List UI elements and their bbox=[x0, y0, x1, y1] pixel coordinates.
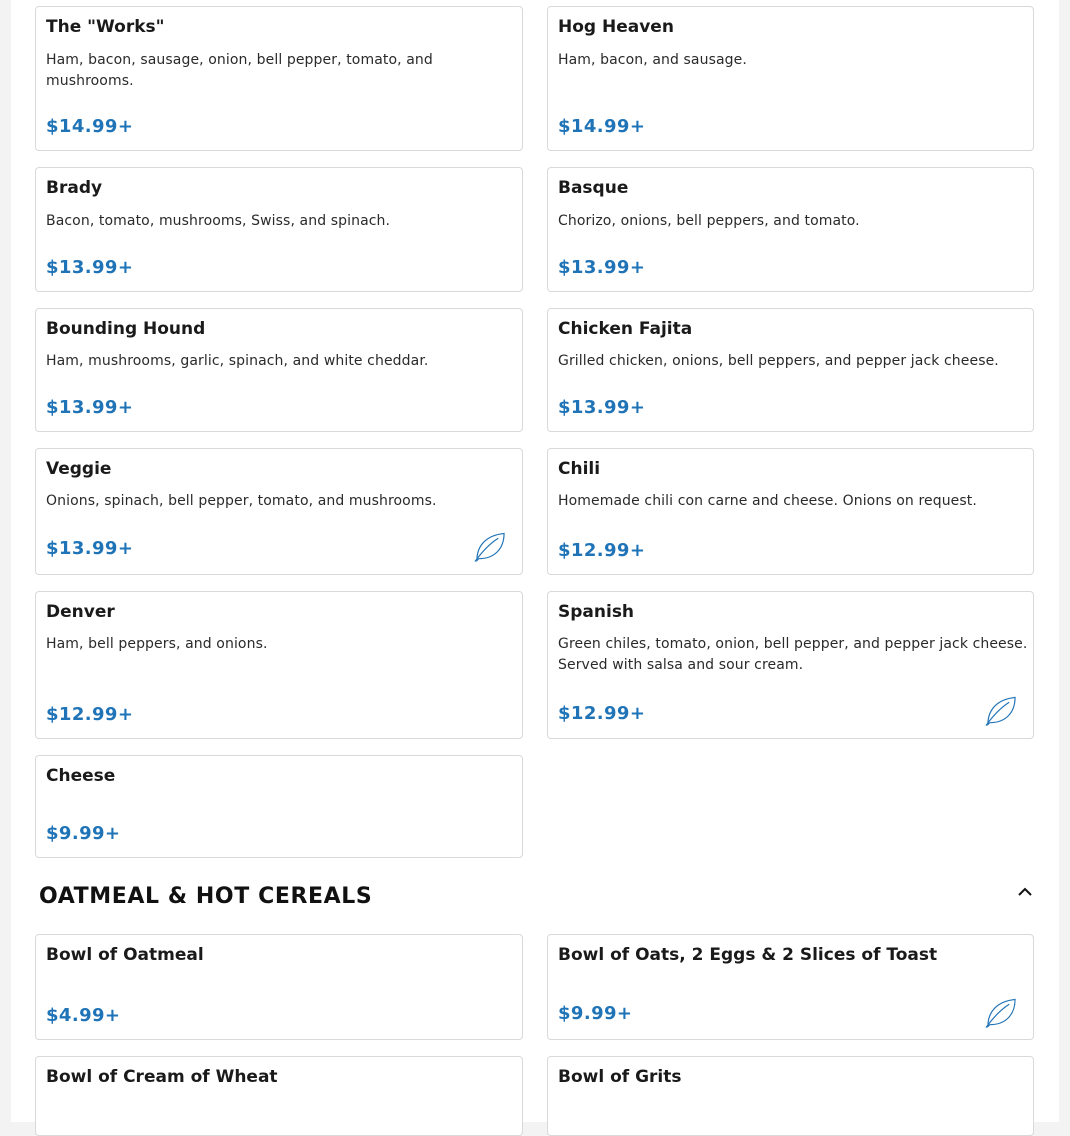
menu-item-card[interactable] bbox=[547, 6, 1034, 151]
item-price: $4.99+ bbox=[46, 1005, 121, 1026]
item-name: Hog Heaven bbox=[558, 17, 674, 37]
item-name: Bowl of Grits bbox=[558, 1067, 682, 1087]
item-name: Bowl of Oatmeal bbox=[46, 945, 204, 965]
menu-page bbox=[11, 0, 1059, 1122]
item-name: The "Works" bbox=[46, 17, 165, 37]
menu-item-card[interactable] bbox=[547, 1056, 1034, 1136]
item-description: Ham, bacon, sausage, onion, bell pepper, tomato, and mushrooms. bbox=[46, 52, 433, 89]
menu-item-card[interactable] bbox=[547, 934, 1034, 1040]
item-description: Green chiles, tomato, onion, bell pepper, and pepper jack cheese. Served with salsa and sour cream. bbox=[558, 636, 1028, 673]
menu-item-card[interactable] bbox=[35, 934, 523, 1040]
item-description: Bacon, tomato, mushrooms, Swiss, and spinach. bbox=[46, 213, 391, 229]
item-price: $13.99+ bbox=[46, 397, 134, 418]
menu-item-card[interactable] bbox=[547, 591, 1034, 739]
menu-item-card[interactable] bbox=[547, 167, 1034, 292]
vegetarian-leaf-icon bbox=[984, 997, 1017, 1029]
item-price: $14.99+ bbox=[46, 116, 134, 137]
item-name: Cheese bbox=[46, 766, 116, 786]
item-price: $12.99+ bbox=[558, 540, 646, 561]
menu-item-card[interactable] bbox=[35, 308, 523, 432]
item-name: Chili bbox=[558, 459, 601, 479]
vegetarian-leaf-icon bbox=[473, 531, 506, 563]
item-name: Chicken Fajita bbox=[558, 319, 693, 339]
menu-item-card[interactable] bbox=[35, 755, 523, 858]
item-description: Onions, spinach, bell pepper, tomato, and mushrooms. bbox=[46, 493, 437, 509]
menu-item-card[interactable] bbox=[547, 308, 1034, 432]
item-name: Denver bbox=[46, 602, 115, 622]
item-name: Bounding Hound bbox=[46, 319, 206, 339]
item-name: Brady bbox=[46, 178, 103, 198]
item-price: $9.99+ bbox=[558, 1003, 633, 1024]
item-name: Bowl of Oats, 2 Eggs & 2 Slices of Toast bbox=[558, 945, 938, 965]
item-name: Veggie bbox=[46, 459, 112, 479]
item-price: $13.99+ bbox=[558, 257, 646, 278]
item-description: Grilled chicken, onions, bell peppers, and pepper jack cheese. bbox=[558, 353, 999, 369]
item-name: Basque bbox=[558, 178, 629, 198]
item-description: Ham, mushrooms, garlic, spinach, and white cheddar. bbox=[46, 353, 429, 369]
item-name: Bowl of Cream of Wheat bbox=[46, 1067, 278, 1087]
item-price: $13.99+ bbox=[558, 397, 646, 418]
item-description: Ham, bell peppers, and onions. bbox=[46, 636, 268, 652]
menu-item-card[interactable] bbox=[35, 167, 523, 292]
item-price: $12.99+ bbox=[46, 704, 134, 725]
item-description: Chorizo, onions, bell peppers, and tomato. bbox=[558, 213, 860, 229]
vegetarian-leaf-icon bbox=[984, 695, 1017, 727]
item-price: $9.99+ bbox=[46, 823, 121, 844]
menu-item-card[interactable] bbox=[35, 6, 523, 151]
item-price: $13.99+ bbox=[46, 538, 134, 559]
menu-item-card[interactable] bbox=[35, 1056, 523, 1136]
section-title: OATMEAL & HOT CEREALS bbox=[39, 884, 373, 909]
menu-item-card[interactable] bbox=[547, 448, 1034, 575]
item-description: Ham, bacon, and sausage. bbox=[558, 52, 747, 68]
item-price: $12.99+ bbox=[558, 703, 646, 724]
item-price: $13.99+ bbox=[46, 257, 134, 278]
item-name: Spanish bbox=[558, 602, 635, 622]
chevron-up-icon[interactable] bbox=[1015, 882, 1035, 902]
menu-item-card[interactable] bbox=[35, 591, 523, 739]
item-price: $14.99+ bbox=[558, 116, 646, 137]
menu-item-card[interactable] bbox=[35, 448, 523, 575]
item-description: Homemade chili con carne and cheese. Onions on request. bbox=[558, 493, 977, 509]
